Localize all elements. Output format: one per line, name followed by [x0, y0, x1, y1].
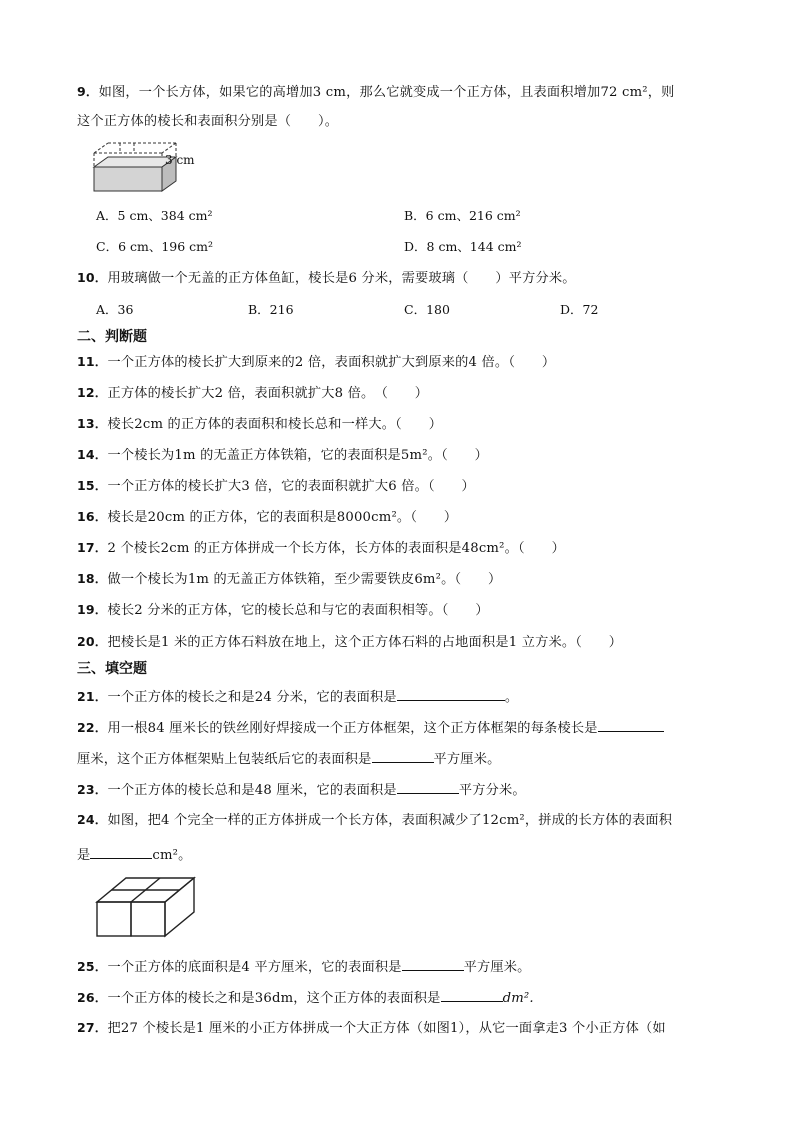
- q10-text: 用玻璃做一个无盖的正方体鱼缸，棱长是6 分米，需要玻璃（ ）平方分米。: [107, 271, 576, 286]
- q22-answer-blank-1[interactable]: [598, 717, 664, 732]
- section-judge-heading: 二、判断题: [77, 329, 147, 345]
- q24-number: 24．: [77, 812, 108, 827]
- judge-text: 棱长是20cm 的正方体，它的表面积是8000cm²。（ ）: [107, 510, 458, 525]
- q9-height-label: 3 cm: [165, 153, 195, 167]
- q23-answer-blank[interactable]: [397, 779, 459, 794]
- q27-number: 27．: [77, 1020, 108, 1035]
- judge-text: 棱长2cm 的正方体的表面积和棱长总和一样大。（ ）: [107, 417, 443, 432]
- q21-text: 一个正方体的棱长之和是24 分米，它的表面积是: [107, 690, 397, 705]
- judge-text: 正方体的棱长扩大2 倍，表面积就扩大8 倍。 （ ）: [107, 386, 429, 401]
- q23-text-end: 平方分米。: [458, 783, 526, 798]
- q24-text-3: cm²。: [152, 848, 192, 863]
- q23-text: 一个正方体的棱长总和是48 厘米，它的表面积是: [107, 783, 397, 798]
- q10-option-c: C．180: [404, 302, 450, 317]
- judge-number: 16．: [77, 509, 108, 524]
- q26-unit: dm².: [502, 991, 534, 1006]
- judge-number: 20．: [77, 634, 108, 649]
- q9-line2: [77, 113, 338, 131]
- q23-line: [77, 779, 526, 800]
- q10-option-d: D．72: [560, 302, 599, 317]
- q9-number: 9．: [77, 84, 99, 99]
- judge-item: [77, 415, 442, 434]
- judge-number: 11．: [77, 354, 108, 369]
- q9-cuboid-figure: [90, 140, 210, 198]
- judge-item: [77, 446, 488, 465]
- q26-answer-blank[interactable]: [441, 987, 503, 1002]
- q27-line: [77, 1019, 666, 1038]
- judge-item: [77, 570, 501, 589]
- q10-option-b: B．216: [248, 302, 294, 317]
- q26-number: 26．: [77, 990, 108, 1005]
- section-fill-heading: 三、填空题: [77, 661, 147, 677]
- q21-line: [77, 686, 518, 707]
- q26-text: 一个正方体的棱长之和是36dm，这个正方体的表面积是: [107, 991, 441, 1006]
- judge-item: [77, 508, 457, 527]
- judge-item: [77, 601, 489, 620]
- judge-item: [77, 633, 622, 652]
- q9-line1: [77, 83, 675, 102]
- q25-line: [77, 956, 531, 977]
- judge-text: 做一个棱长为1m 的无盖正方体铁箱，至少需要铁皮6m²。（ ）: [107, 572, 502, 587]
- q9-text-2: 这个正方体的棱长和表面积分别是（ ）。: [77, 114, 339, 129]
- judge-text: 一个正方体的棱长扩大3 倍，它的表面积就扩大6 倍。（ ）: [107, 479, 475, 494]
- q23-number: 23．: [77, 782, 108, 797]
- judge-item: [77, 539, 565, 558]
- judge-item: [77, 477, 475, 496]
- judge-number: 12．: [77, 385, 108, 400]
- q26-line: [77, 987, 534, 1008]
- q25-number: 25．: [77, 959, 108, 974]
- q9-text-1: 如图，一个长方体，如果它的高增加3 cm，那么它就变成一个正方体，且表面积增加72 cm²，则: [98, 85, 675, 100]
- q22-text-1: 用一根84 厘米长的铁丝刚好焊接成一个正方体框架，这个正方体框架的每条棱长是: [107, 721, 598, 736]
- judge-text: 一个棱长为1m 的无盖正方体铁箱，它的表面积是5m²。（ ）: [107, 448, 489, 463]
- judge-text: 把棱长是1 米的正方体石料放在地上，这个正方体石料的占地面积是1 立方米。（ ）: [107, 635, 623, 650]
- q25-answer-blank[interactable]: [402, 956, 464, 971]
- q24-text-1: 如图，把4 个完全一样的正方体拼成一个长方体，表面积减少了12cm²，拼成的长方体的表面积: [107, 813, 673, 828]
- q21-text-end: 。: [504, 690, 519, 705]
- q10-option-a: A．36: [96, 302, 134, 317]
- q25-text-end: 平方厘米。: [463, 960, 531, 975]
- q24-answer-blank[interactable]: [90, 844, 152, 859]
- q25-text: 一个正方体的底面积是4 平方厘米，它的表面积是: [107, 960, 402, 975]
- q21-number: 21．: [77, 689, 108, 704]
- q9-option-a: A．5 cm、384 cm²: [96, 208, 213, 223]
- q22-text-2: 厘米，这个正方体框架贴上包装纸后它的表面积是: [77, 752, 372, 767]
- judge-text: 一个正方体的棱长扩大到原来的2 倍，表面积就扩大到原来的4 倍。（ ）: [107, 355, 556, 370]
- q22-answer-blank-2[interactable]: [372, 748, 434, 763]
- q24-cubes-figure: [94, 874, 198, 940]
- q27-text: 把27 个棱长是1 厘米的小正方体拼成一个大正方体（如图1），从它一面拿走3 个小正方体（如: [107, 1021, 666, 1036]
- judge-number: 14．: [77, 447, 108, 462]
- q24-text-2: 是: [77, 848, 91, 863]
- judge-number: 15．: [77, 478, 108, 493]
- judge-number: 19．: [77, 602, 108, 617]
- judge-text: 2 个棱长2cm 的正方体拼成一个长方体，长方体的表面积是48cm²。（ ）: [107, 541, 565, 556]
- q22-text-3: 平方厘米。: [433, 752, 501, 767]
- q22-line2: [77, 748, 500, 769]
- judge-number: 17．: [77, 540, 108, 555]
- judge-text: 棱长2 分米的正方体，它的棱长总和与它的表面积相等。（ ）: [107, 603, 489, 618]
- judge-number: 13．: [77, 416, 108, 431]
- q10-number: 10．: [77, 270, 108, 285]
- q9-option-c: C．6 cm、196 cm²: [96, 239, 214, 254]
- judge-item: [77, 353, 555, 372]
- q10-line: [77, 269, 576, 288]
- judge-number: 18．: [77, 571, 108, 586]
- q24-line1: [77, 811, 672, 830]
- q22-number: 22．: [77, 720, 108, 735]
- q21-answer-blank[interactable]: [397, 686, 505, 701]
- q9-option-b: B．6 cm、216 cm²: [404, 208, 521, 223]
- q22-line1: [77, 717, 664, 738]
- q24-line2: [77, 844, 192, 865]
- judge-item: [77, 384, 428, 403]
- q9-option-d: D．8 cm、144 cm²: [404, 239, 522, 254]
